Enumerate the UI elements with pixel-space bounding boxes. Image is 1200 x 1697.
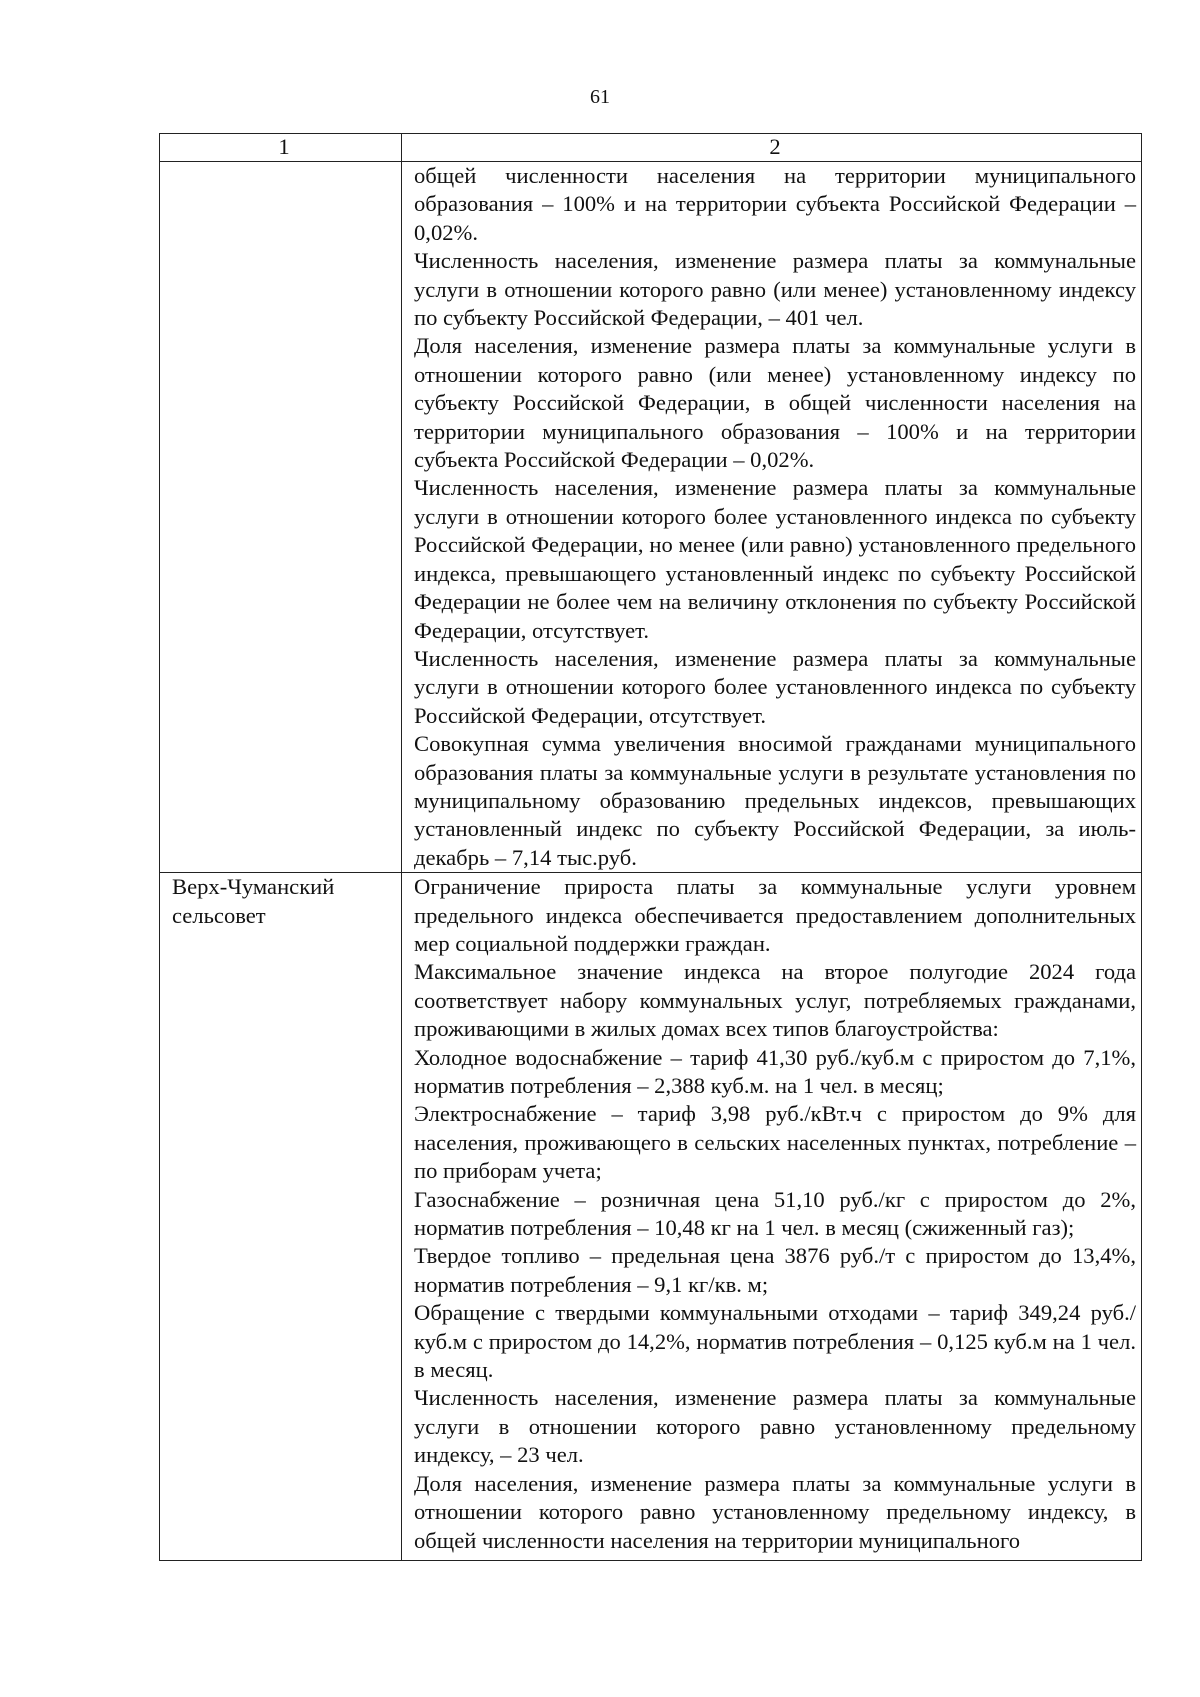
paragraph: Ограничение прироста платы за коммунальные услуги уровнем предельного индекса обеспечивается предоставлением дополнительных мер социальной поддержки граждан. [414, 874, 1136, 956]
district-cell [160, 873, 402, 1561]
table-header-row [160, 134, 1142, 162]
paragraph: Численность населения, изменение размера платы за коммунальные услуги в отношении которого более установленного индекса по субъекту Российской Федерации, но менее (или равно) установленного предельного индекса, превышающего установленный индекс по субъекту Российской Федерации не более чем на величину отклонения по субъекту Российской Федерации, отсутствует. [414, 475, 1136, 643]
district-cell [160, 162, 402, 873]
document-table [159, 133, 1142, 1561]
column-header-2: 2 [402, 134, 1142, 162]
paragraph: Обращение с твердыми коммунальными отходами – тариф 349,24 руб./куб.м с приростом до 14,2%, норматив потребления – 0,125 куб.м на 1 чел. в месяц. [414, 1300, 1136, 1383]
paragraph: Доля населения, изменение размера платы за коммунальные услуги в отношении которого равно (или менее) установленному индексу по субъекту Российской Федерации, в общей численности населения на территории муниципального образования – 100% и на территории субъекта Российской Федерации – 0,02%. [414, 333, 1136, 473]
paragraph: Численность населения, изменение размера платы за коммунальные услуги в отношении которого равно (или менее) установленному индексу по субъекту Российской Федерации, – 401 чел. [414, 248, 1136, 331]
column-header-1: 1 [160, 134, 402, 162]
paragraph: Численность населения, изменение размера платы за коммунальные услуги в отношении которого более установленного индекса по субъекту Российской Федерации, отсутствует. [414, 645, 1136, 728]
description-cell [402, 162, 1142, 873]
paragraph: Совокупная сумма увеличения вносимой гражданами муниципального образования платы за коммунальные услуги в результате установления по муниципальному образованию предельных индексов, превышающих установленный индекс по субъекту Российской Федерации, за июль-декабрь – 7,14 тыс.руб. [414, 731, 1136, 870]
paragraph: Численность населения, изменение размера платы за коммунальные услуги в отношении которого равно установленному предельному индексу, – 23 чел. [414, 1385, 1136, 1468]
description-cell [402, 873, 1142, 1561]
district-name-line: сельсовет [172, 902, 266, 928]
district-name-line: Верх-Чуманский [172, 874, 335, 900]
paragraph: Твердое топливо – предельная цена 3876 руб./т с приростом до 13,4%, норматив потребления – 9,1 кг/кв. м; [414, 1243, 1136, 1297]
paragraph: Электроснабжение – тариф 3,98 руб./кВт.ч с приростом до 9% для населения, проживающего в сельских населенных пунктах, потребление – по приборам учета; [414, 1101, 1136, 1184]
page-number: 61 [590, 86, 610, 108]
paragraph: Газоснабжение – розничная цена 51,10 руб./кг с приростом до 2%, норматив потребления – 10,48 кг на 1 чел. в месяц (сжиженный газ); [414, 1186, 1136, 1241]
paragraph: Доля населения, изменение размера платы за коммунальные услуги в отношении которого равно установленному предельному индексу, в общей численности населения на территории муниципального [414, 1470, 1136, 1553]
paragraph: Максимальное значение индекса на второе полугодие 2024 года соответствует набору коммунальных услуг, потребляемых гражданами, проживающими в жилых домах всех типов благоустройства: [414, 959, 1136, 1042]
table-row [160, 162, 1142, 873]
table-row [160, 873, 1142, 1561]
paragraph: общей численности населения на территории муниципального образования – 100% и на территории субъекта Российской Федерации – 0,02%. [414, 163, 1136, 245]
paragraph: Холодное водоснабжение – тариф 41,30 руб./куб.м с приростом до 7,1%, норматив потребления – 2,388 куб.м. на 1 чел. в месяц; [414, 1044, 1136, 1098]
